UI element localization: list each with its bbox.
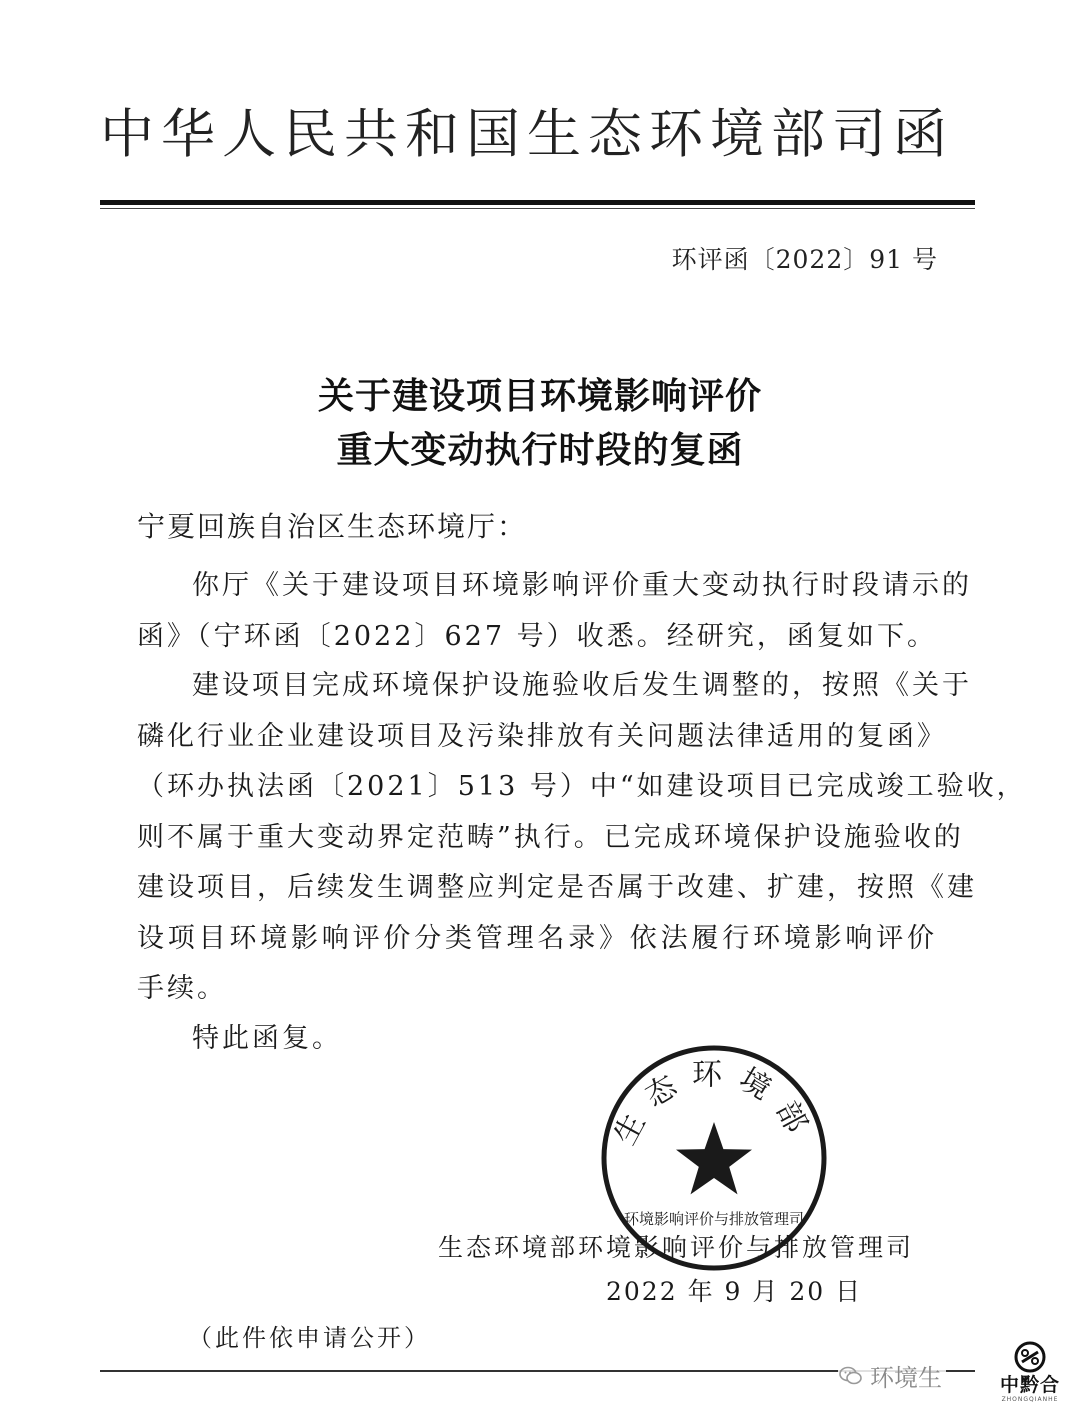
watermark (838, 1358, 946, 1393)
brand-logo-icon (1013, 1340, 1047, 1374)
star-icon (676, 1122, 752, 1194)
body-line: 则不属于重大变动界定范畴”执行。已完成环境保护设施验收的 (137, 822, 964, 853)
body-line: 手续。 (137, 973, 227, 1004)
body-line: （环办执法函〔2021〕513 号）中“如建设项目已完成竣工验收， (137, 771, 1027, 802)
wechat-icon (838, 1363, 864, 1389)
brand-name: 中黔合 (999, 1374, 1060, 1396)
stamp-outer-text: 生态环境部 (607, 1057, 821, 1151)
letterhead-title: 中华人民共和国生态环境部司函 (100, 102, 954, 165)
body-line: 建设项目完成环境保护设施验收后发生调整的，按照《关于 (192, 670, 972, 701)
closing-line: 特此函复。 (192, 1023, 342, 1054)
recipient: 宁夏回族自治区生态环境厅： (137, 510, 528, 543)
disclosure-note: （此件依申请公开） (188, 1324, 431, 1352)
body-line: 建设项目，后续发生调整应判定是否属于改建、扩建，按照《建 (137, 872, 977, 903)
body-line: 设项目环境影响评价分类管理名录》依法履行环境影响评价 (137, 923, 937, 954)
brand-badge (990, 1340, 1070, 1403)
document-title-line2: 重大变动执行时段的复函 (336, 429, 744, 471)
letterhead-rule-thin (100, 208, 975, 209)
brand-subtitle: ZHONGQIANHE (1001, 1396, 1059, 1403)
body-line: 函》（宁环函〔2022〕627 号）收悉。经研究，函复如下。 (137, 621, 937, 652)
watermark-text: 环境生 (870, 1364, 942, 1392)
stamp-inner-text: 环境影响评价与排放管理司 (623, 1210, 805, 1228)
body-line: 你厅《关于建设项目环境影响评价重大变动执行时段请示的 (192, 570, 972, 601)
letterhead-rule-thick (100, 200, 975, 205)
body-line: 磷化行业企业建设项目及污染排放有关问题法律适用的复函》 (137, 721, 947, 752)
document-date: 2022 年 9 月 20 日 (606, 1277, 863, 1306)
document-title-line1: 关于建设项目环境影响评价 (317, 375, 762, 417)
signer: 生态环境部环境影响评价与排放管理司 (438, 1233, 915, 1262)
document-number: 环评函〔2022〕91 号 (671, 245, 938, 274)
